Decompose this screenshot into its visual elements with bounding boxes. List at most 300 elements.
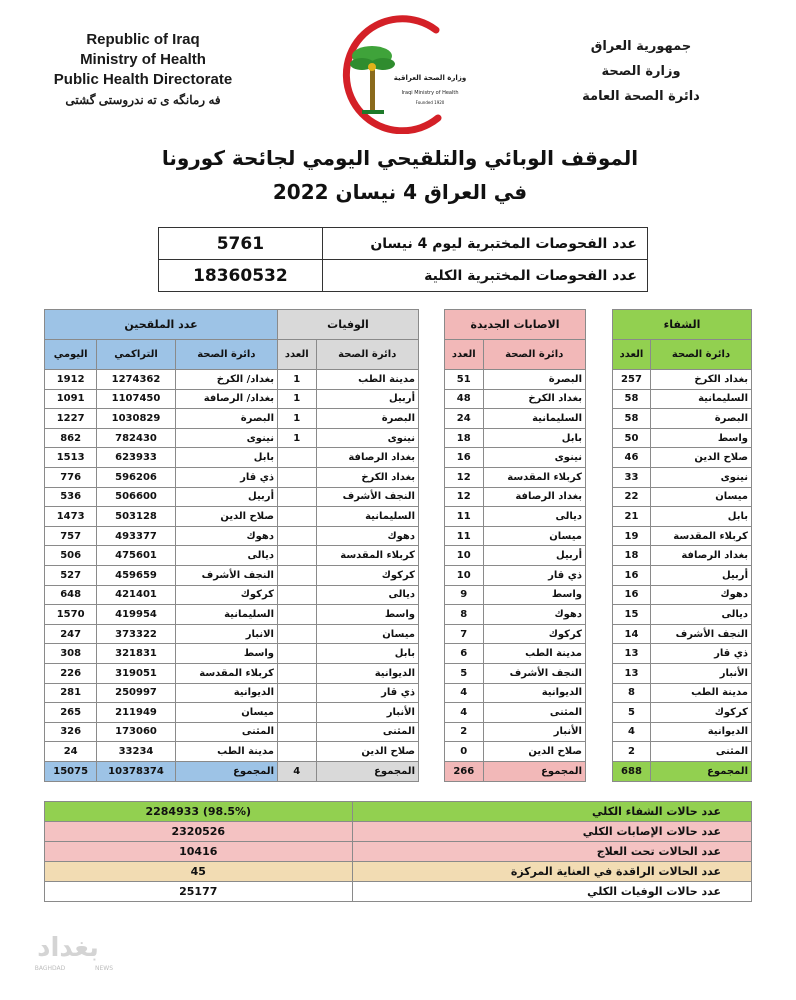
- watermark-sub1: BAGHDAD: [34, 965, 66, 972]
- recoveries-row: [613, 624, 752, 644]
- recoveries-dept: البصرة: [650, 409, 751, 429]
- deaths-dept: واسط: [316, 605, 418, 625]
- cases-count: 8: [445, 605, 484, 625]
- deaths-dept: كربلاء المقدسة: [316, 546, 418, 566]
- cases-row: [445, 370, 586, 390]
- cases-row: [445, 389, 586, 409]
- recoveries-row: [613, 663, 752, 683]
- recoveries-dept: بغداد الرصافة: [650, 546, 751, 566]
- vaccinated-daily: 326: [45, 722, 97, 742]
- recoveries-count: 16: [613, 585, 651, 605]
- deaths-row: [278, 507, 419, 527]
- vaccinated-dept: ديالى: [175, 546, 277, 566]
- cases-count: 6: [445, 644, 484, 664]
- cases-dept: الديوانية: [483, 683, 585, 703]
- deaths-count: [278, 585, 317, 605]
- recoveries-count: 257: [613, 370, 651, 390]
- vaccinated-daily: 308: [45, 644, 97, 664]
- cases-dept: مدينة الطب: [483, 644, 585, 664]
- deaths-total: 4: [278, 761, 317, 781]
- summary-table: [44, 801, 752, 902]
- recoveries-count: 58: [613, 389, 651, 409]
- header-en-line3: Public Health Directorate: [53, 71, 233, 88]
- vaccinated-total-daily: 15075: [45, 761, 97, 781]
- deaths-dept: كركوك: [316, 565, 418, 585]
- vaccinated-daily: 776: [45, 467, 97, 487]
- cases-count: 10: [445, 546, 484, 566]
- cases-row: [445, 565, 586, 585]
- logo-text-en: Iraqi Ministry of Health: [401, 90, 459, 96]
- recoveries-row: [613, 467, 752, 487]
- vaccinated-total-cumulative: 10378374: [97, 761, 175, 781]
- deaths-row: [278, 546, 419, 566]
- deaths-count: [278, 605, 317, 625]
- cases-count: 24: [445, 409, 484, 429]
- cases-row: [445, 585, 586, 605]
- deaths-count: [278, 507, 317, 527]
- deaths-dept: بابل: [316, 644, 418, 664]
- vaccinated-cumulative: 321831: [97, 644, 175, 664]
- recoveries-dept: المثنى: [650, 742, 751, 762]
- vaccinated-dept: السليمانية: [175, 605, 277, 625]
- vaccinated-row: [45, 722, 278, 742]
- recoveries-col-dept: دائرة الصحة: [650, 340, 751, 370]
- header-ar-line2: وزارة الصحة: [601, 64, 681, 79]
- deaths-dept: أربيل: [316, 389, 418, 409]
- vaccinated-dept: البصرة: [175, 409, 277, 429]
- vaccinated-total-row: [45, 761, 278, 781]
- cases-count: 12: [445, 487, 484, 507]
- deaths-title: الوفيات: [278, 310, 419, 340]
- deaths-dept: مدينة الطب: [316, 370, 418, 390]
- recoveries-count: 46: [613, 448, 651, 468]
- vaccinated-daily: 247: [45, 624, 97, 644]
- deaths-row: [278, 742, 419, 762]
- cases-dept: كربلاء المقدسة: [483, 467, 585, 487]
- vaccinated-daily: 1513: [45, 448, 97, 468]
- recoveries-dept: كركوك: [650, 703, 751, 723]
- cases-row: [445, 526, 586, 546]
- cases-count: 18: [445, 428, 484, 448]
- watermark-sub2: NEWS: [94, 965, 114, 972]
- deaths-count: 1: [278, 428, 317, 448]
- summary-row: [45, 842, 752, 862]
- header-ar-line1: جمهورية العراق: [590, 39, 692, 54]
- cases-count: 16: [445, 448, 484, 468]
- deaths-row: [278, 585, 419, 605]
- deaths-dept: بغداد الرصافة: [316, 448, 418, 468]
- vaccinated-title: عدد الملقحين: [45, 310, 278, 340]
- deaths-row: [278, 370, 419, 390]
- vaccinated-dept: صلاح الدين: [175, 507, 277, 527]
- recoveries-count: 13: [613, 644, 651, 664]
- vaccinated-dept: دهوك: [175, 526, 277, 546]
- deaths-dept: بغداد الكرخ: [316, 467, 418, 487]
- cases-dept: بغداد الرصافة: [483, 487, 585, 507]
- deaths-dept: الأنبار: [316, 703, 418, 723]
- vaccinated-cumulative: 419954: [97, 605, 175, 625]
- vaccinated-cumulative: 493377: [97, 526, 175, 546]
- cases-row: [445, 683, 586, 703]
- recoveries-count: 18: [613, 546, 651, 566]
- deaths-row: [278, 448, 419, 468]
- deaths-row: [278, 683, 419, 703]
- cases-row: [445, 428, 586, 448]
- deaths-count: [278, 742, 317, 762]
- cases-count: 10: [445, 565, 484, 585]
- recoveries-dept: مدينة الطب: [650, 683, 751, 703]
- daily-tests-label: عدد الفحوصات المختبرية ليوم 4 نيسان: [322, 228, 647, 260]
- deaths-row: [278, 703, 419, 723]
- watermark-main: بغداد: [37, 933, 99, 963]
- deaths-row: [278, 722, 419, 742]
- cases-row: [445, 448, 586, 468]
- recoveries-count: 14: [613, 624, 651, 644]
- recoveries-total: 688: [613, 761, 651, 781]
- recoveries-dept: دهوك: [650, 585, 751, 605]
- summary-row: [45, 862, 752, 882]
- vaccinated-row: [45, 448, 278, 468]
- cases-count: 0: [445, 742, 484, 762]
- vaccinated-cumulative: 173060: [97, 722, 175, 742]
- cases-count: 11: [445, 507, 484, 527]
- vaccinated-row: [45, 526, 278, 546]
- deaths-dept: ذي قار: [316, 683, 418, 703]
- vaccinated-row: [45, 663, 278, 683]
- cases-col-count: العدد: [445, 340, 484, 370]
- deaths-table: [277, 309, 419, 782]
- recoveries-title: الشفاء: [613, 310, 752, 340]
- cases-count: 7: [445, 624, 484, 644]
- vaccinated-col-dept: دائرة الصحة: [175, 340, 277, 370]
- vaccinated-cumulative: 506600: [97, 487, 175, 507]
- cases-dept: أربيل: [483, 546, 585, 566]
- deaths-row: [278, 487, 419, 507]
- recoveries-dept: صلاح الدين: [650, 448, 751, 468]
- deaths-count: [278, 565, 317, 585]
- vaccinated-daily: 1091: [45, 389, 97, 409]
- vaccinated-table: [44, 309, 278, 782]
- recoveries-row: [613, 703, 752, 723]
- vaccinated-dept: نينوى: [175, 428, 277, 448]
- deaths-count: [278, 703, 317, 723]
- deaths-count: 1: [278, 409, 317, 429]
- vaccinated-cumulative: 623933: [97, 448, 175, 468]
- header-en-line1: Republic of Iraq: [86, 31, 200, 48]
- vaccinated-cumulative: 319051: [97, 663, 175, 683]
- summary-row: [45, 802, 752, 822]
- vaccinated-dept: واسط: [175, 644, 277, 664]
- vaccinated-dept: النجف الأشرف: [175, 565, 277, 585]
- deaths-row: [278, 428, 419, 448]
- recoveries-dept: ذي قار: [650, 644, 751, 664]
- cases-count: 48: [445, 389, 484, 409]
- recoveries-dept: الديوانية: [650, 722, 751, 742]
- cases-row: [445, 546, 586, 566]
- recoveries-count: 4: [613, 722, 651, 742]
- cases-row: [445, 605, 586, 625]
- page-title: الموقف الوبائي والتلقيحي اليومي لجائحة كورونا: [161, 146, 639, 170]
- recoveries-count: 33: [613, 467, 651, 487]
- recoveries-row: [613, 683, 752, 703]
- recoveries-row: [613, 605, 752, 625]
- vaccinated-daily: 862: [45, 428, 97, 448]
- deaths-row: [278, 644, 419, 664]
- deaths-count: [278, 663, 317, 683]
- recoveries-row: [613, 585, 752, 605]
- summary-value: 2284933 (98.5%): [45, 802, 353, 822]
- vaccinated-daily: 1912: [45, 370, 97, 390]
- summary-row: [45, 822, 752, 842]
- recoveries-row: [613, 546, 752, 566]
- recoveries-row: [613, 487, 752, 507]
- vaccinated-dept: بابل: [175, 448, 277, 468]
- vaccinated-cumulative: 475601: [97, 546, 175, 566]
- recoveries-count: 22: [613, 487, 651, 507]
- recoveries-row: [613, 448, 752, 468]
- logo-text-founded: Founded 1920: [415, 100, 445, 105]
- summary-label: عدد حالات الوفيات الكلي: [352, 882, 751, 902]
- vaccinated-row: [45, 585, 278, 605]
- recoveries-dept: ديالى: [650, 605, 751, 625]
- vaccinated-cumulative: 782430: [97, 428, 175, 448]
- lab-tests-table: [158, 227, 648, 292]
- deaths-dept: المثنى: [316, 722, 418, 742]
- vaccinated-row: [45, 605, 278, 625]
- cases-count: 2: [445, 722, 484, 742]
- vaccinated-daily: 536: [45, 487, 97, 507]
- cases-row: [445, 507, 586, 527]
- cases-dept: واسط: [483, 585, 585, 605]
- recoveries-dept: ميسان: [650, 487, 751, 507]
- cases-dept: ديالى: [483, 507, 585, 527]
- vaccinated-row: [45, 703, 278, 723]
- cases-title: الاصابات الجديدة: [445, 310, 586, 340]
- deaths-total-label: المجموع: [316, 761, 418, 781]
- vaccinated-cumulative: 250997: [97, 683, 175, 703]
- vaccinated-dept: المثنى: [175, 722, 277, 742]
- deaths-dept: ديالى: [316, 585, 418, 605]
- vaccinated-daily: 1473: [45, 507, 97, 527]
- summary-label: عدد حالات الإصابات الكلي: [352, 822, 751, 842]
- recoveries-dept: واسط: [650, 428, 751, 448]
- cases-row: [445, 703, 586, 723]
- cases-count: 51: [445, 370, 484, 390]
- cases-row: [445, 487, 586, 507]
- vaccinated-row: [45, 428, 278, 448]
- vaccinated-dept: ذي قار: [175, 467, 277, 487]
- cases-dept: بغداد الكرخ: [483, 389, 585, 409]
- header-ar-line3: دائرة الصحة العامة: [582, 89, 700, 104]
- vaccinated-dept: الانبار: [175, 624, 277, 644]
- header-english: [48, 30, 238, 110]
- vaccinated-row: [45, 370, 278, 390]
- deaths-dept: ميسان: [316, 624, 418, 644]
- recoveries-dept: بغداد الكرخ: [650, 370, 751, 390]
- cases-row: [445, 467, 586, 487]
- vaccinated-dept: مدينة الطب: [175, 742, 277, 762]
- vaccinated-cumulative: 421401: [97, 585, 175, 605]
- summary-label: عدد الحالات تحت العلاج: [352, 842, 751, 862]
- deaths-row: [278, 389, 419, 409]
- cases-dept: نينوى: [483, 448, 585, 468]
- vaccinated-daily: 265: [45, 703, 97, 723]
- deaths-row: [278, 624, 419, 644]
- cases-row: [445, 624, 586, 644]
- deaths-count: [278, 644, 317, 664]
- cases-count: 5: [445, 663, 484, 683]
- deaths-dept: النجف الأشرف: [316, 487, 418, 507]
- vaccinated-col-daily: اليومي: [45, 340, 97, 370]
- deaths-dept: صلاح الدين: [316, 742, 418, 762]
- cases-count: 9: [445, 585, 484, 605]
- vaccinated-daily: 1570: [45, 605, 97, 625]
- vaccinated-cumulative: 1030829: [97, 409, 175, 429]
- recoveries-row: [613, 526, 752, 546]
- vaccinated-total-label: المجموع: [175, 761, 277, 781]
- deaths-col-dept: دائرة الصحة: [316, 340, 418, 370]
- deaths-count: [278, 467, 317, 487]
- recoveries-table: [612, 309, 752, 782]
- recoveries-row: [613, 742, 752, 762]
- recoveries-count: 21: [613, 507, 651, 527]
- deaths-count: 1: [278, 389, 317, 409]
- vaccinated-row: [45, 742, 278, 762]
- vaccinated-row: [45, 624, 278, 644]
- vaccinated-daily: 226: [45, 663, 97, 683]
- cases-dept: صلاح الدين: [483, 742, 585, 762]
- total-tests-label: عدد الفحوصات المختبرية الكلية: [322, 260, 647, 292]
- recoveries-dept: الأنبار: [650, 663, 751, 683]
- recoveries-count: 13: [613, 663, 651, 683]
- daily-tests-value: 5761: [159, 228, 323, 260]
- recoveries-row: [613, 644, 752, 664]
- recoveries-dept: بابل: [650, 507, 751, 527]
- recoveries-row: [613, 507, 752, 527]
- vaccinated-row: [45, 683, 278, 703]
- logo-text-ar: وزارة الصحة العراقية: [393, 74, 466, 82]
- header-en-line2: Ministry of Health: [80, 51, 206, 68]
- vaccinated-daily: 281: [45, 683, 97, 703]
- header-arabic: [576, 34, 706, 109]
- recoveries-dept: السليمانية: [650, 389, 751, 409]
- cases-dept: السليمانية: [483, 409, 585, 429]
- recoveries-count: 5: [613, 703, 651, 723]
- deaths-count: [278, 683, 317, 703]
- deaths-count: [278, 722, 317, 742]
- cases-count: 4: [445, 683, 484, 703]
- vaccinated-col-cumulative: التراكمي: [97, 340, 175, 370]
- cases-count: 11: [445, 526, 484, 546]
- cases-dept: ميسان: [483, 526, 585, 546]
- recoveries-count: 15: [613, 605, 651, 625]
- recoveries-count: 16: [613, 565, 651, 585]
- cases-col-dept: دائرة الصحة: [483, 340, 585, 370]
- recoveries-total-label: المجموع: [650, 761, 751, 781]
- vaccinated-cumulative: 33234: [97, 742, 175, 762]
- vaccinated-dept: الديوانية: [175, 683, 277, 703]
- vaccinated-row: [45, 546, 278, 566]
- deaths-row: [278, 605, 419, 625]
- deaths-dept: دهوك: [316, 526, 418, 546]
- cases-dept: المثنى: [483, 703, 585, 723]
- recoveries-dept: نينوى: [650, 467, 751, 487]
- vaccinated-row: [45, 565, 278, 585]
- daily-tests-row: [159, 228, 648, 260]
- cases-total-label: المجموع: [483, 761, 585, 781]
- vaccinated-cumulative: 459659: [97, 565, 175, 585]
- cases-total-row: [445, 761, 586, 781]
- vaccinated-cumulative: 373322: [97, 624, 175, 644]
- vaccinated-cumulative: 211949: [97, 703, 175, 723]
- vaccinated-cumulative: 596206: [97, 467, 175, 487]
- recoveries-count: 50: [613, 428, 651, 448]
- vaccinated-row: [45, 467, 278, 487]
- cases-row: [445, 409, 586, 429]
- deaths-count: [278, 526, 317, 546]
- cases-total: 266: [445, 761, 484, 781]
- recoveries-count: 58: [613, 409, 651, 429]
- cases-row: [445, 644, 586, 664]
- vaccinated-row: [45, 644, 278, 664]
- vaccinated-daily: 527: [45, 565, 97, 585]
- baghdad-news-watermark: [28, 926, 138, 974]
- cases-dept: الأنبار: [483, 722, 585, 742]
- vaccinated-dept: أربيل: [175, 487, 277, 507]
- vaccinated-dept: كربلاء المقدسة: [175, 663, 277, 683]
- vaccinated-daily: 1227: [45, 409, 97, 429]
- deaths-row: [278, 565, 419, 585]
- deaths-dept: السليمانية: [316, 507, 418, 527]
- vaccinated-daily: 648: [45, 585, 97, 605]
- page-subtitle-date: في العراق 4 نيسان 2022: [272, 180, 528, 204]
- cases-dept: دهوك: [483, 605, 585, 625]
- ministry-logo: [326, 14, 466, 134]
- cases-dept: كركوك: [483, 624, 585, 644]
- cases-dept: البصرة: [483, 370, 585, 390]
- vaccinated-dept: بغداد/ الرصافة: [175, 389, 277, 409]
- deaths-row: [278, 663, 419, 683]
- total-tests-row: [159, 260, 648, 292]
- deaths-count: [278, 448, 317, 468]
- vaccinated-cumulative: 1107450: [97, 389, 175, 409]
- summary-label: عدد حالات الشفاء الكلي: [352, 802, 751, 822]
- deaths-dept: نينوى: [316, 428, 418, 448]
- summary-value: 25177: [45, 882, 353, 902]
- deaths-row: [278, 467, 419, 487]
- cases-row: [445, 663, 586, 683]
- deaths-count: [278, 546, 317, 566]
- cases-count: 12: [445, 467, 484, 487]
- vaccinated-dept: ميسان: [175, 703, 277, 723]
- summary-value: 2320526: [45, 822, 353, 842]
- vaccinated-row: [45, 487, 278, 507]
- vaccinated-dept: كركوك: [175, 585, 277, 605]
- recoveries-dept: النجف الأشرف: [650, 624, 751, 644]
- cases-dept: بابل: [483, 428, 585, 448]
- new-cases-table: [444, 309, 586, 782]
- summary-value: 10416: [45, 842, 353, 862]
- recoveries-total-row: [613, 761, 752, 781]
- vaccinated-cumulative: 1274362: [97, 370, 175, 390]
- deaths-count: [278, 624, 317, 644]
- cases-dept: ذي قار: [483, 565, 585, 585]
- summary-row: [45, 882, 752, 902]
- vaccinated-row: [45, 409, 278, 429]
- vaccinated-daily: 506: [45, 546, 97, 566]
- recoveries-count: 8: [613, 683, 651, 703]
- total-tests-value: 18360532: [159, 260, 323, 292]
